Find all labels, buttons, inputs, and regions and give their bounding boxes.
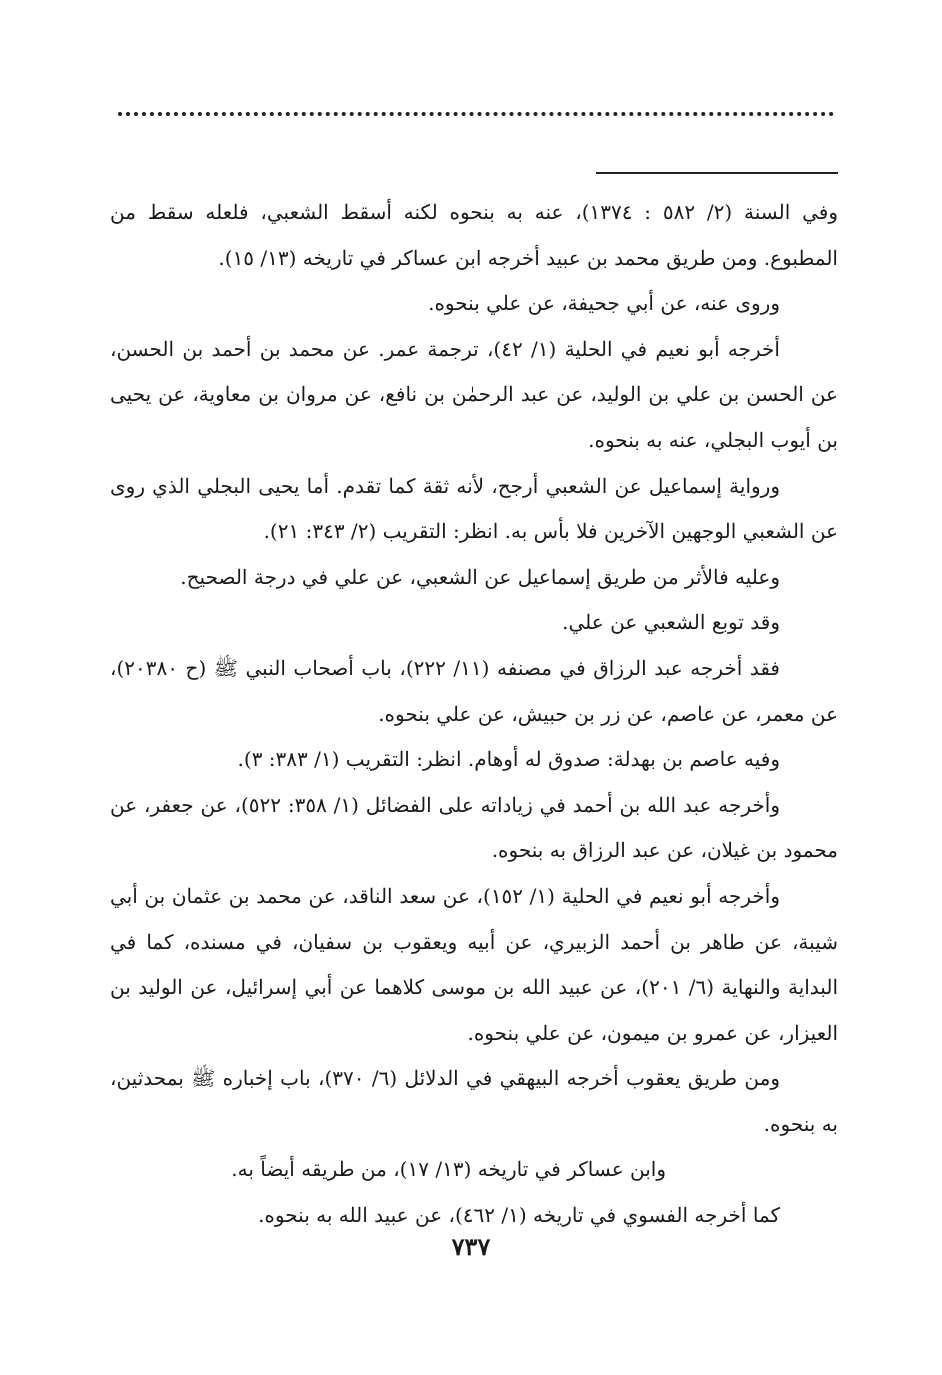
paragraph-11: ومن طريق يعقوب أخرجه البيهقي في الدلائل (٦/ ٣٧٠)، باب إخباره ﷺ بمحدثين، به بنحوه. [110,1066,838,1136]
paragraph-13: كما أخرجه الفسوي في تاريخه (١/ ٤٦٢)، عن عبيد الله به بنحوه. [258,1203,780,1228]
paragraph-9: وأخرجه عبد الله بن أحمد في زياداته على الفضائل (١/ ٣٥٨: ٥٢٢)، عن جعفر، عن محمود بن غيلان، عن عبد الرزاق به بنحوه. [110,792,838,863]
paragraph-7: فقد أخرجه عبد الرزاق في مصنفه (١١/ ٢٢٢)، باب أصحاب النبي ﷺ (ح ٢٠٣٨٠)، عن معمر، عن عاصم، عن زر بن حبيش، عن علي بنحوه. [110,655,838,726]
footnote-rule [596,172,838,174]
paragraph-12: وابن عساكر في تاريخه (١٣/ ١٧)، من طريقه أيضاً به. [231,1157,666,1182]
paragraph-6: وقد توبع الشعبي عن علي. [562,610,780,635]
paragraph-3: أخرجه أبو نعيم في الحلية (١/ ٤٢)، ترجمة عمر. عن محمد بن أحمد بن الحسن، عن الحسن بن علي بن الوليد، عن عبد الرحمٰن بن نافع، عن مروان بن معاوية، عن يحيى بن أيوب البجلي، عنه به بنحوه. [110,336,838,452]
paragraph-2: وروى عنه، عن أبي جحيفة، عن علي بنحوه. [428,291,780,316]
dotted-separator [118,112,834,116]
footnote-text [110,190,838,1239]
page-number: ٧٣٧ [451,1232,491,1261]
paragraph-4: ورواية إسماعيل عن الشعبي أرجح، لأنه ثقة كما تقدم. أما يحيى البجلي الذي روى عن الشعبي الوجهين الآخرين فلا بأس به. انظر: التقريب (٢/ ٣٤٣: ٢١). [110,473,838,544]
paragraph-8: وفيه عاصم بن بهدلة: صدوق له أوهام. انظر: التقريب (١/ ٣٨٣: ٣). [237,747,780,772]
paragraph-1: وفي السنة (٢/ ٥٨٢ : ١٣٧٤)، عنه به بنحوه لكنه أسقط الشعبي، فلعله سقط من المطبوع. ومن طريق محمد بن عبيد أخرجه ابن عساكر في تاريخه (١٣/ ١٥). [110,200,838,270]
paragraph-10: وأخرجه أبو نعيم في الحلية (١/ ١٥٢)، عن سعد الناقد، عن محمد بن عثمان بن أبي شيبة، عن طاهر بن أحمد الزبيري، عن أبيه ويعقوب بن سفيان، في مسنده، كما في البداية والنهاية (٦/ ٢٠١)، عن عبيد الله بن موسى كلاهما عن أبي إسرائيل، عن الوليد بن العيزار، عن عمرو بن ميمون، عن علي بنحوه. [110,883,838,1045]
paragraph-5: وعليه فالأثر من طريق إسماعيل عن الشعبي، عن علي في درجة الصحيح. [180,564,780,589]
